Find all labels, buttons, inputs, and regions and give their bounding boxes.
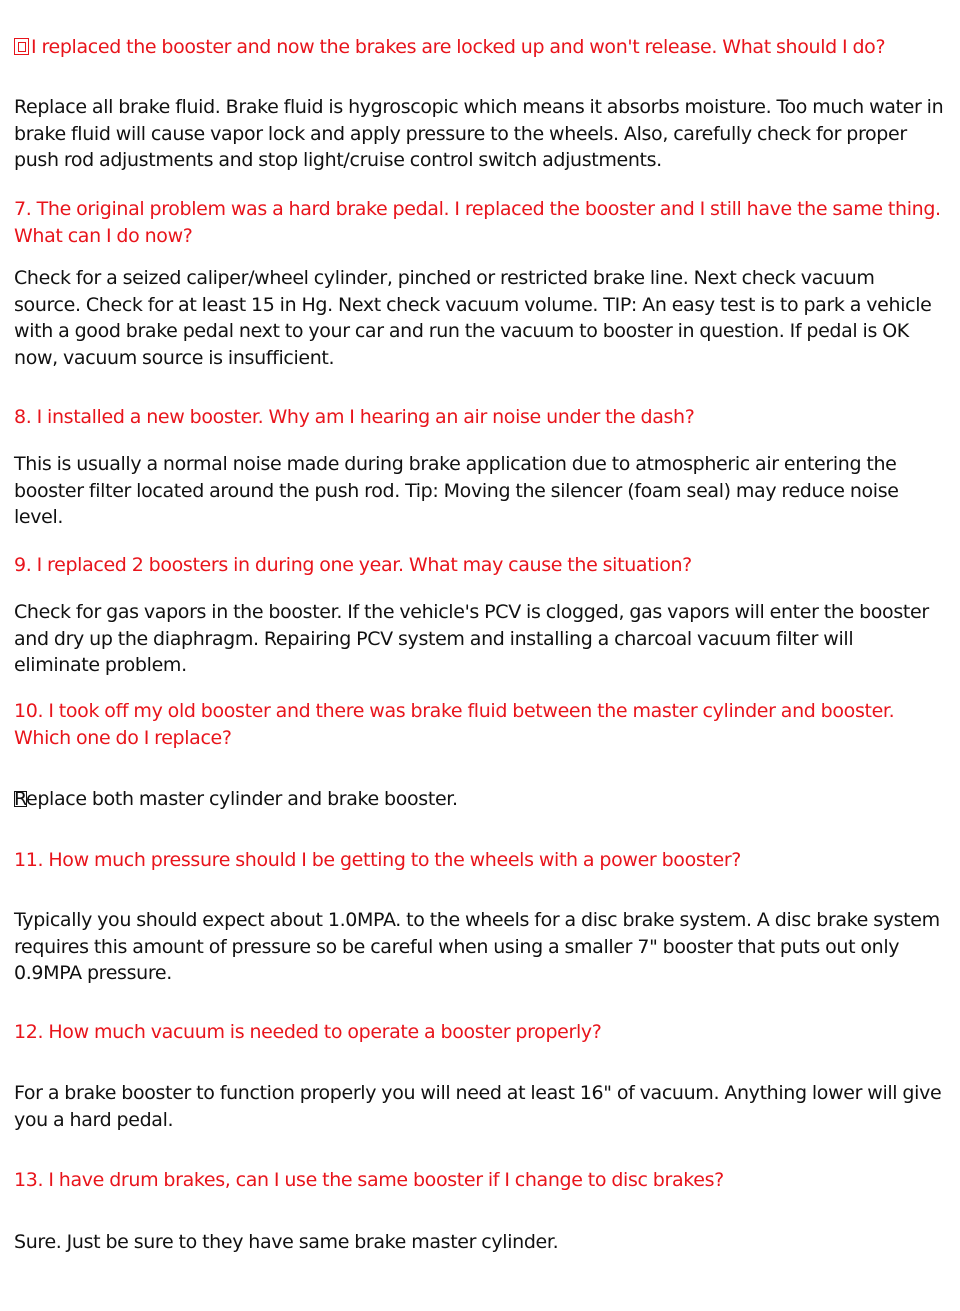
faq-question-9: 9. I replaced 2 boosters in during one year. What may cause the situation? [14,554,692,576]
faq-answer-6: Replace all brake fluid. Brake fluid is hygroscopic which means it absorbs moisture. Too much water in brake fluid will cause vapor lock and apply pressure to the wheels. Also, carefully check for proper push rod adjustments and stop light/cruise control switch adjustments. [14,96,944,171]
faq-question-8: 8. I installed a new booster. Why am I hearing an air noise under the dash? [14,406,695,428]
faq-answer-13: Sure. Just be sure to they have same brake master cylinder. [14,1231,559,1253]
faq-question-7: 7. The original problem was a hard brake pedal. I replaced the booster and I still have the same thing. What can I do now? [14,198,941,247]
faq-question-6 [14,34,944,61]
faq-answer-7: Check for a seized caliper/wheel cylinder, pinched or restricted brake line. Next check vacuum source. Check for at least 15 in Hg. Next check vacuum volume. TIP: An easy test is to park a vehicle with a good brake pedal next to your car and run the vacuum to booster in question. If pedal is OK now, vacuum source is insufficient. [14,267,932,369]
answer-10-text: Replace both master cylinder and brake booster. [14,788,458,810]
faq-answer-12: For a brake booster to function properly you will need at least 16" of vacuum. Anything lower will give you a hard pedal. [14,1082,942,1131]
faq-answer-9: Check for gas vapors in the booster. If the vehicle's PCV is clogged, gas vapors will enter the booster and dry up the diaphragm. Repairing PCV system and installing a charcoal vacuum filter will eliminate problem. [14,601,929,676]
faq-answer-8: This is usually a normal noise made during brake application due to atmospheric air entering the booster filter located around the push rod. Tip: Moving the silencer (foam seal) may reduce noise level. [14,453,899,528]
missing-glyph-icon [14,791,27,807]
faq-question-13: 13. I have drum brakes, can I use the same booster if I change to disc brakes? [14,1169,724,1191]
faq-answer-10 [14,786,944,813]
faq-question-12: 12. How much vacuum is needed to operate a booster properly? [14,1021,602,1043]
faq-answer-11: Typically you should expect about 1.0MPA. to the wheels for a disc brake system. A disc brake system requires this amount of pressure so be careful when using a smaller 7" booster that puts out only 0.9MPA pressure. [14,909,940,984]
faq-question-10: 10. I took off my old booster and there was brake fluid between the master cylinder and booster. Which one do I replace? [14,700,895,749]
question-6-text: I replaced the booster and now the brakes are locked up and won't release. What should I do? [31,36,886,58]
faq-question-11: 11. How much pressure should I be getting to the wheels with a power booster? [14,849,742,871]
missing-glyph-icon [14,38,29,55]
